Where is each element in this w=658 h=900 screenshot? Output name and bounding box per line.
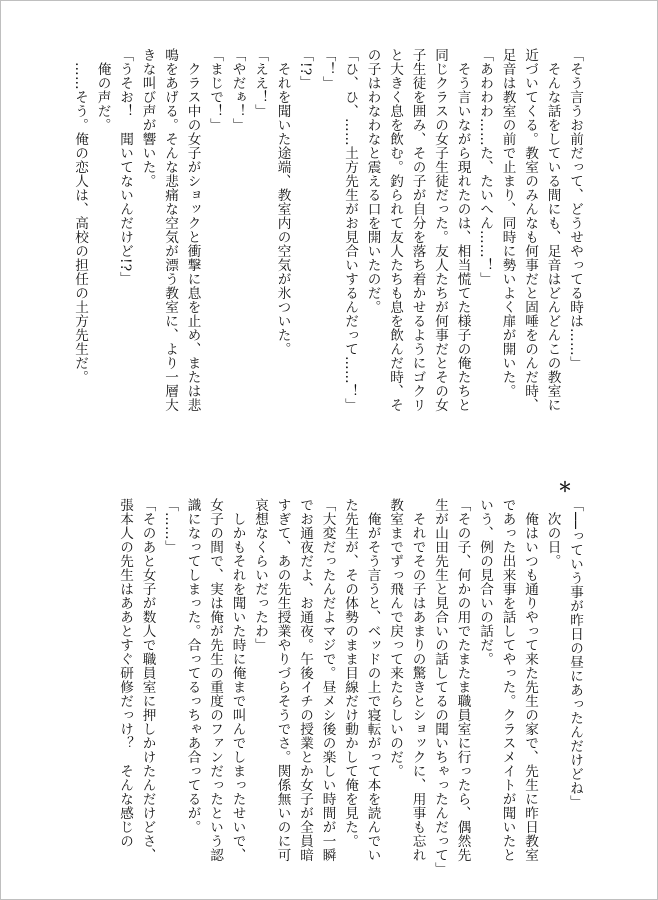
text-line: 「うそお！ 聞いてないんだけど!?」 <box>117 48 133 286</box>
text-line: 「やだぁ！」 <box>229 48 246 132</box>
text-line: 「!?」 <box>297 48 313 90</box>
text-line: 生が山田先生と見合いの話してるの聞いちゃったんだって」 <box>432 498 448 876</box>
text-line: 「……」 <box>162 498 178 554</box>
story-text-bottom <box>114 498 587 893</box>
text-line: 女子の間で、実は俺が先生の重度のファンだったという認 <box>207 498 223 862</box>
text-line: 「大変だったんだよマジで。昼メシ後の楽しい時間が一瞬 <box>319 498 336 862</box>
text-line: と大きく息を飲む。釣られて友人たちも息を飲んだ時、そ <box>387 48 403 412</box>
text-line: 教室までずっ飛んで戻って来たらしいのだ。 <box>387 498 403 778</box>
text-line: 足音は教室の前で止まり、同時に勢いよく扉が開いた。 <box>499 48 516 398</box>
text-line: それを聞いた途端、教室内の空気が氷ついた。 <box>274 48 291 356</box>
text-line: 「そのあと女子が数人で職員室に押しかけたんだけどさ、 <box>139 498 156 862</box>
text-line: 子生徒を囲み、その子が自分を落ち着かせるようにゴクリ <box>409 48 426 412</box>
text-line: 次の日。 <box>544 498 561 568</box>
text-line: 「ひ、ひ、……土方先生がお見合いするんだって……！」 <box>342 48 358 412</box>
text-line: 「──っていう事が昨日の昼にあったんだけどね」 <box>567 498 583 810</box>
section-separator: ＊ <box>558 480 572 496</box>
text-line: クラス中の女子がショックと衝撃に息を止め、または悲 <box>184 48 201 412</box>
text-line: 「！」 <box>319 48 336 90</box>
text-line: 俺はいつも通りやって来た先生の家で、先生に昨日教室 <box>522 498 538 862</box>
text-line: でお通夜だよ、お通夜。午後イチの授業とか女子が全員暗 <box>297 498 313 862</box>
text-line: 近づいてくる。教室のみんなも何事だと固唾をのんだ時、 <box>522 48 538 412</box>
text-line: ……そう。俺の恋人は、高校の担任の土方先生だ。 <box>72 48 88 384</box>
text-line: 哀想なくらいだったわ」 <box>252 498 268 652</box>
text-line: であった出来事を話してやった。クラスメイトが聞いたと <box>499 498 516 862</box>
text-line: た先生が、その体勢のまま目線だけ動かして俺を見た。 <box>342 498 358 848</box>
text-line: すぎて、あの先生授業やりづらそうでさ。関係無いのに可 <box>274 498 291 862</box>
text-line: 「そう言うお前だって、どうせやってる時は……」 <box>567 48 583 370</box>
story-text-top <box>69 48 587 438</box>
text-line: 「ええ！」 <box>252 48 268 118</box>
text-line: の子はわなわなと震える口を開いたのだ。 <box>364 48 381 314</box>
text-line: 「まじで！」 <box>207 48 223 132</box>
text-line: きな叫び声が響いた。 <box>139 48 156 188</box>
text-line: そんな話をしている間にも、足音はどんどんこの教室に <box>544 48 561 412</box>
text-line: 「その子、何かの用でたまたま職員室に行ったら、偶然先 <box>454 498 471 862</box>
text-line: 張本人の先生はああとすぐ研修だっけ？ そんな感じの <box>117 498 133 848</box>
text-line: いう、例の見合いの話だ。 <box>477 498 493 666</box>
text-line: 俺がそう言うと、ベッドの上で寝転がって本を読んでい <box>364 498 381 862</box>
text-line: 「あわわわ……た、たいへん……！」 <box>477 48 493 286</box>
text-line: 識になってしまった。合ってるっちゃあ合ってるが。 <box>184 498 201 834</box>
text-line: 同じクラスの女子生徒だった。友人たちが何事だとその女 <box>432 48 448 412</box>
text-line: 鳴をあげる。そんな悲痛な空気が漂う教室に、より一層大 <box>162 48 178 412</box>
text-line: それでその子はあまりの驚きとショックに、用事も忘れ <box>409 498 426 862</box>
text-line: そう言いながら現れたのは、相当慌てた様子の俺たちと <box>454 48 471 412</box>
text-line: 俺の声だ。 <box>94 48 111 132</box>
text-line: しかもそれを聞いた時に俺まで叫んでしまったせいで、 <box>229 498 246 862</box>
